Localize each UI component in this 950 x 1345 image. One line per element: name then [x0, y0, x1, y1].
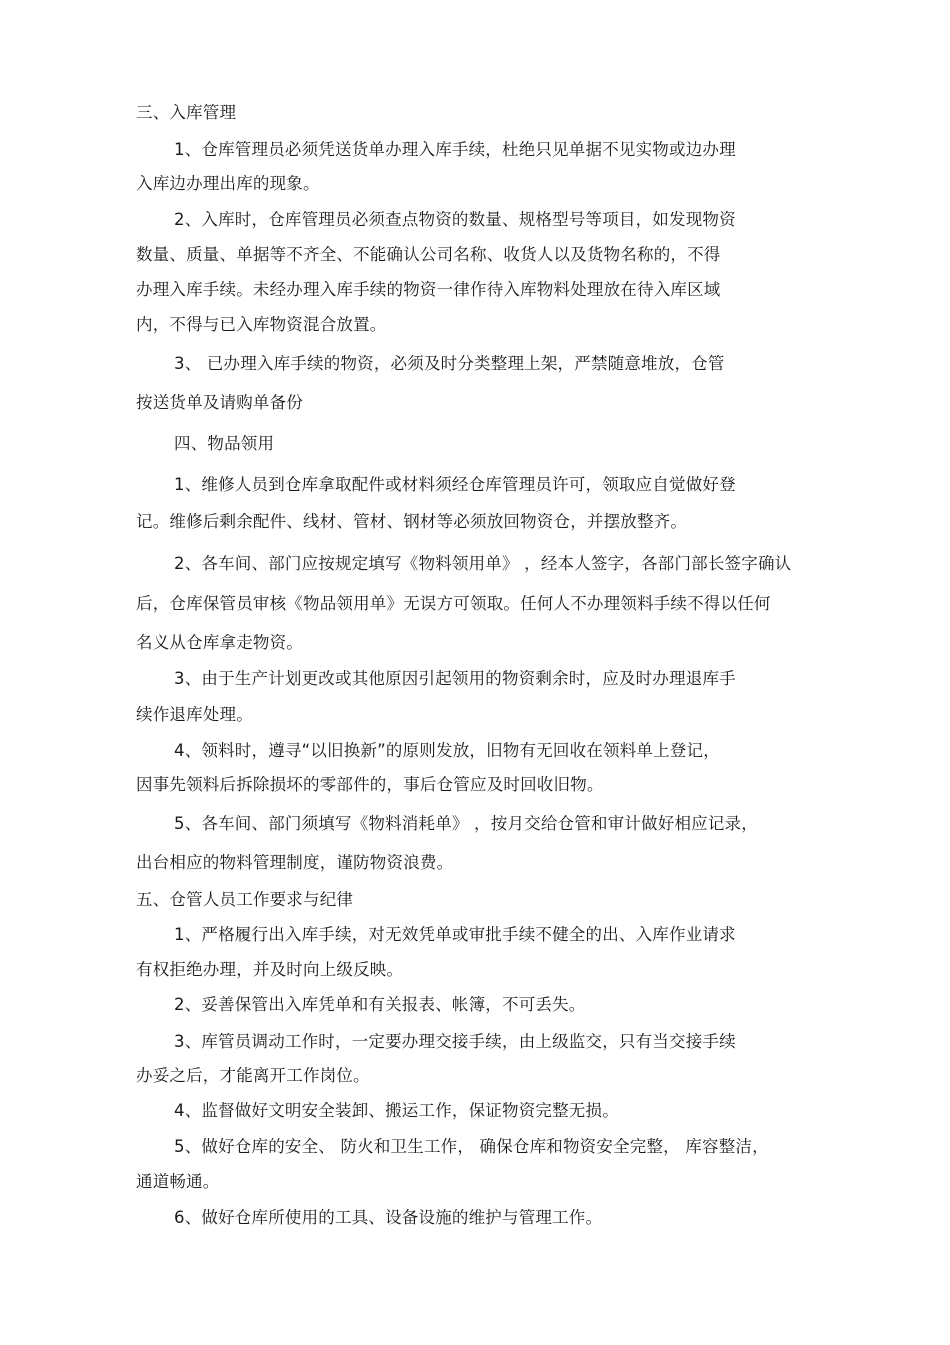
paragraph-line: 2、各车间、部门应按规定填写《物料领用单》 ，经本人签字，各部门部长签字确认	[174, 554, 792, 573]
paragraph-line: 2、入库时，仓库管理员必须查点物资的数量、规格型号等项目，如发现物资	[174, 210, 736, 229]
paragraph-line: 6、做好仓库所使用的工具、设备设施的维护与管理工作。	[174, 1208, 603, 1227]
paragraph-line: 1、维修人员到仓库拿取配件或材料须经仓库管理员许可，领取应自觉做好登	[174, 475, 736, 494]
paragraph-line: 办妥之后，才能离开工作岗位。	[136, 1066, 370, 1085]
paragraph-line: 续作退库处理。	[136, 705, 253, 724]
paragraph-line: 记。维修后剩余配件、线材、管材、钢材等必须放回物资仓，并摆放整齐。	[136, 512, 688, 531]
paragraph-line: 按送货单及请购单备份	[136, 393, 303, 412]
paragraph-line: 后，仓库保管员审核《物品领用单》无误方可领取。任何人不办理领料手续不得以任何	[136, 594, 771, 613]
paragraph-line: 办理入库手续。未经办理入库手续的物资一律作待入库物料处理放在待入库区域	[136, 280, 721, 299]
paragraph-line: 4、领料时，遵寻“以旧换新”的原则发放，旧物有无回收在领料单上登记，	[174, 741, 720, 760]
paragraph-line: 出台相应的物料管理制度，谨防物资浪费。	[136, 853, 454, 872]
paragraph-line: 通道畅通。	[136, 1172, 220, 1191]
paragraph-line: 3、由于生产计划更改或其他原因引起领用的物资剩余时，应及时办理退库手	[174, 669, 736, 688]
section-heading-requisition: 四、物品领用	[174, 434, 275, 453]
paragraph-line: 2、妥善保管出入库凭单和有关报表、帐簿，不可丢失。	[174, 995, 586, 1014]
paragraph-line: 数量、质量、单据等不齐全、不能确认公司名称、收货人以及货物名称的，不得	[136, 245, 721, 264]
section-heading-inbound: 三、入库管理	[136, 103, 237, 122]
paragraph-line: 3、库管员调动工作时，一定要办理交接手续，由上级监交，只有当交接手续	[174, 1032, 736, 1051]
paragraph-line: 5、各车间、部门须填写《物料消耗单》 ，按月交给仓管和审计做好相应记录，	[174, 814, 758, 833]
paragraph-line: 1、严格履行出入库手续，对无效凭单或审批手续不健全的出、入库作业请求	[174, 925, 736, 944]
paragraph-line: 入库边办理出库的现象。	[136, 174, 320, 193]
section-heading-staff-rules: 五、仓管人员工作要求与纪律	[136, 890, 354, 909]
paragraph-line: 名义从仓库拿走物资。	[136, 633, 303, 652]
paragraph-line: 5、做好仓库的安全、 防火和卫生工作， 确保仓库和物资安全完整， 库容整洁，	[174, 1137, 769, 1156]
paragraph-line: 4、监督做好文明安全装卸、搬运工作，保证物资完整无损。	[174, 1101, 619, 1120]
paragraph-line: 1、仓库管理员必须凭送货单办理入库手续，杜绝只见单据不见实物或边办理	[174, 140, 736, 159]
paragraph-line: 有权拒绝办理，并及时向上级反映。	[136, 960, 404, 979]
paragraph-line: 因事先领料后拆除损坏的零部件的，事后仓管应及时回收旧物。	[136, 775, 604, 794]
paragraph-line: 内，不得与已入库物资混合放置。	[136, 315, 387, 334]
paragraph-line: 3、 已办理入库手续的物资，必须及时分类整理上架，严禁随意堆放，仓管	[174, 354, 725, 373]
